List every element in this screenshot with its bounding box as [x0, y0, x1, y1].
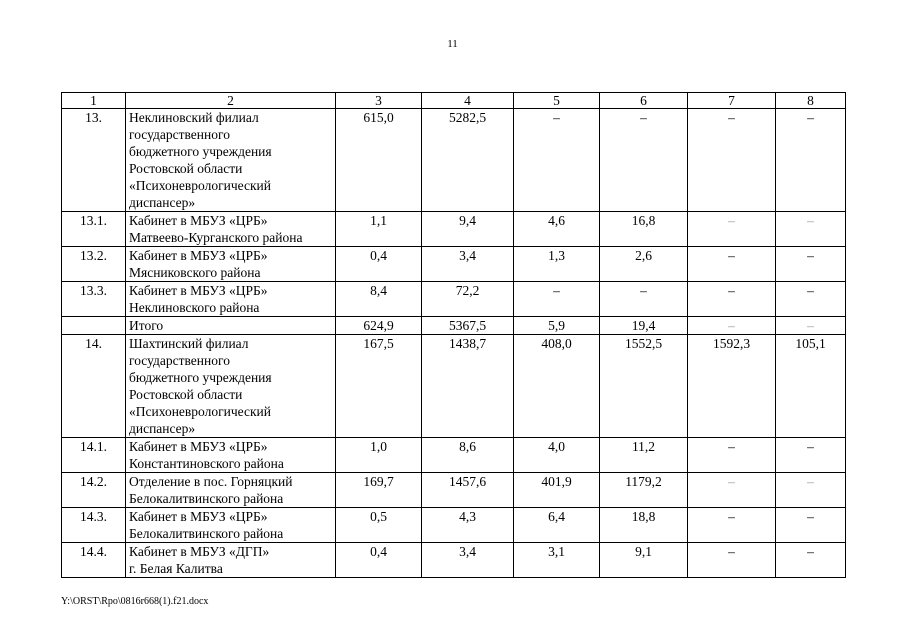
value-cell: – — [688, 109, 776, 212]
value-cell: 1438,7 — [422, 335, 514, 438]
data-table — [61, 92, 846, 578]
row-number-cell: 14.4. — [62, 543, 126, 578]
institution-name-cell: Кабинет в МБУЗ «ДГП» г. Белая Калитва — [126, 543, 336, 578]
table-row — [62, 335, 846, 438]
value-cell: – — [776, 282, 846, 317]
page-number: 11 — [447, 38, 458, 50]
value-cell: 19,4 — [600, 317, 688, 335]
institution-name-cell: Кабинет в МБУЗ «ЦРБ» Неклиновского района — [126, 282, 336, 317]
value-cell: 8,4 — [336, 282, 422, 317]
value-cell: – — [776, 317, 846, 335]
value-cell: – — [776, 438, 846, 473]
table-row — [62, 282, 846, 317]
table-row — [62, 317, 846, 335]
row-number-cell: 14.2. — [62, 473, 126, 508]
row-number-cell: 14.1. — [62, 438, 126, 473]
value-cell: – — [776, 473, 846, 508]
value-cell: – — [688, 473, 776, 508]
value-cell: 615,0 — [336, 109, 422, 212]
row-number-cell: 14.3. — [62, 508, 126, 543]
row-number-cell: 13. — [62, 109, 126, 212]
value-cell: – — [600, 109, 688, 212]
value-cell: 1,1 — [336, 212, 422, 247]
value-cell: 1,3 — [514, 247, 600, 282]
column-header: 8 — [776, 93, 846, 109]
row-number-cell — [62, 317, 126, 335]
value-cell: – — [776, 109, 846, 212]
value-cell: 4,6 — [514, 212, 600, 247]
value-cell: – — [600, 282, 688, 317]
value-cell: 16,8 — [600, 212, 688, 247]
institution-name-cell: Кабинет в МБУЗ «ЦРБ» Константиновского района — [126, 438, 336, 473]
value-cell: – — [688, 438, 776, 473]
value-cell: 5,9 — [514, 317, 600, 335]
row-number-cell: 13.2. — [62, 247, 126, 282]
value-cell: 72,2 — [422, 282, 514, 317]
column-header: 4 — [422, 93, 514, 109]
value-cell: 8,6 — [422, 438, 514, 473]
table-header-row — [62, 93, 846, 109]
table-row — [62, 508, 846, 543]
row-number-cell: 13.3. — [62, 282, 126, 317]
value-cell: – — [776, 543, 846, 578]
row-number-cell: 13.1. — [62, 212, 126, 247]
value-cell: 1,0 — [336, 438, 422, 473]
value-cell: 18,8 — [600, 508, 688, 543]
value-cell: – — [776, 508, 846, 543]
value-cell: 1592,3 — [688, 335, 776, 438]
value-cell: 408,0 — [514, 335, 600, 438]
value-cell: 9,4 — [422, 212, 514, 247]
value-cell: – — [688, 282, 776, 317]
value-cell: 0,4 — [336, 543, 422, 578]
file-path-footer: Y:\ORST\Rpo\0816r668(1).f21.docx — [61, 596, 209, 607]
value-cell: 0,4 — [336, 247, 422, 282]
value-cell: 1552,5 — [600, 335, 688, 438]
value-cell: – — [776, 247, 846, 282]
value-cell: – — [688, 247, 776, 282]
value-cell: – — [514, 109, 600, 212]
value-cell: – — [688, 543, 776, 578]
value-cell: 169,7 — [336, 473, 422, 508]
institution-name-cell: Итого — [126, 317, 336, 335]
column-header: 7 — [688, 93, 776, 109]
value-cell: 3,4 — [422, 543, 514, 578]
column-header: 2 — [126, 93, 336, 109]
table-row — [62, 212, 846, 247]
institution-name-cell: Неклиновский филиал государственного бюджетного учреждения Ростовской области «Психоневрологический диспансер» — [126, 109, 336, 212]
column-header: 3 — [336, 93, 422, 109]
value-cell: 4,3 — [422, 508, 514, 543]
value-cell: 401,9 — [514, 473, 600, 508]
institution-name-cell: Отделение в пос. Горняцкий Белокалитвинского района — [126, 473, 336, 508]
row-number-cell: 14. — [62, 335, 126, 438]
value-cell: 3,1 — [514, 543, 600, 578]
institution-name-cell: Кабинет в МБУЗ «ЦРБ» Белокалитвинского района — [126, 508, 336, 543]
value-cell: 2,6 — [600, 247, 688, 282]
value-cell: 4,0 — [514, 438, 600, 473]
value-cell: 105,1 — [776, 335, 846, 438]
table-row — [62, 109, 846, 212]
value-cell: 167,5 — [336, 335, 422, 438]
value-cell: – — [514, 282, 600, 317]
column-header: 6 — [600, 93, 688, 109]
table-row — [62, 473, 846, 508]
value-cell: – — [688, 212, 776, 247]
value-cell: 1457,6 — [422, 473, 514, 508]
column-header: 1 — [62, 93, 126, 109]
value-cell: – — [688, 317, 776, 335]
institution-name-cell: Кабинет в МБУЗ «ЦРБ» Мясниковского района — [126, 247, 336, 282]
table-row — [62, 543, 846, 578]
value-cell: 1179,2 — [600, 473, 688, 508]
institution-name-cell: Кабинет в МБУЗ «ЦРБ» Матвеево-Курганского района — [126, 212, 336, 247]
table-row — [62, 438, 846, 473]
value-cell: 9,1 — [600, 543, 688, 578]
value-cell: 11,2 — [600, 438, 688, 473]
column-header: 5 — [514, 93, 600, 109]
value-cell: 5367,5 — [422, 317, 514, 335]
value-cell: 624,9 — [336, 317, 422, 335]
value-cell: 5282,5 — [422, 109, 514, 212]
value-cell: 3,4 — [422, 247, 514, 282]
table-row — [62, 247, 846, 282]
institution-name-cell: Шахтинский филиал государственного бюджетного учреждения Ростовской области «Психоневрологический диспансер» — [126, 335, 336, 438]
value-cell: – — [688, 508, 776, 543]
value-cell: – — [776, 212, 846, 247]
value-cell: 0,5 — [336, 508, 422, 543]
value-cell: 6,4 — [514, 508, 600, 543]
